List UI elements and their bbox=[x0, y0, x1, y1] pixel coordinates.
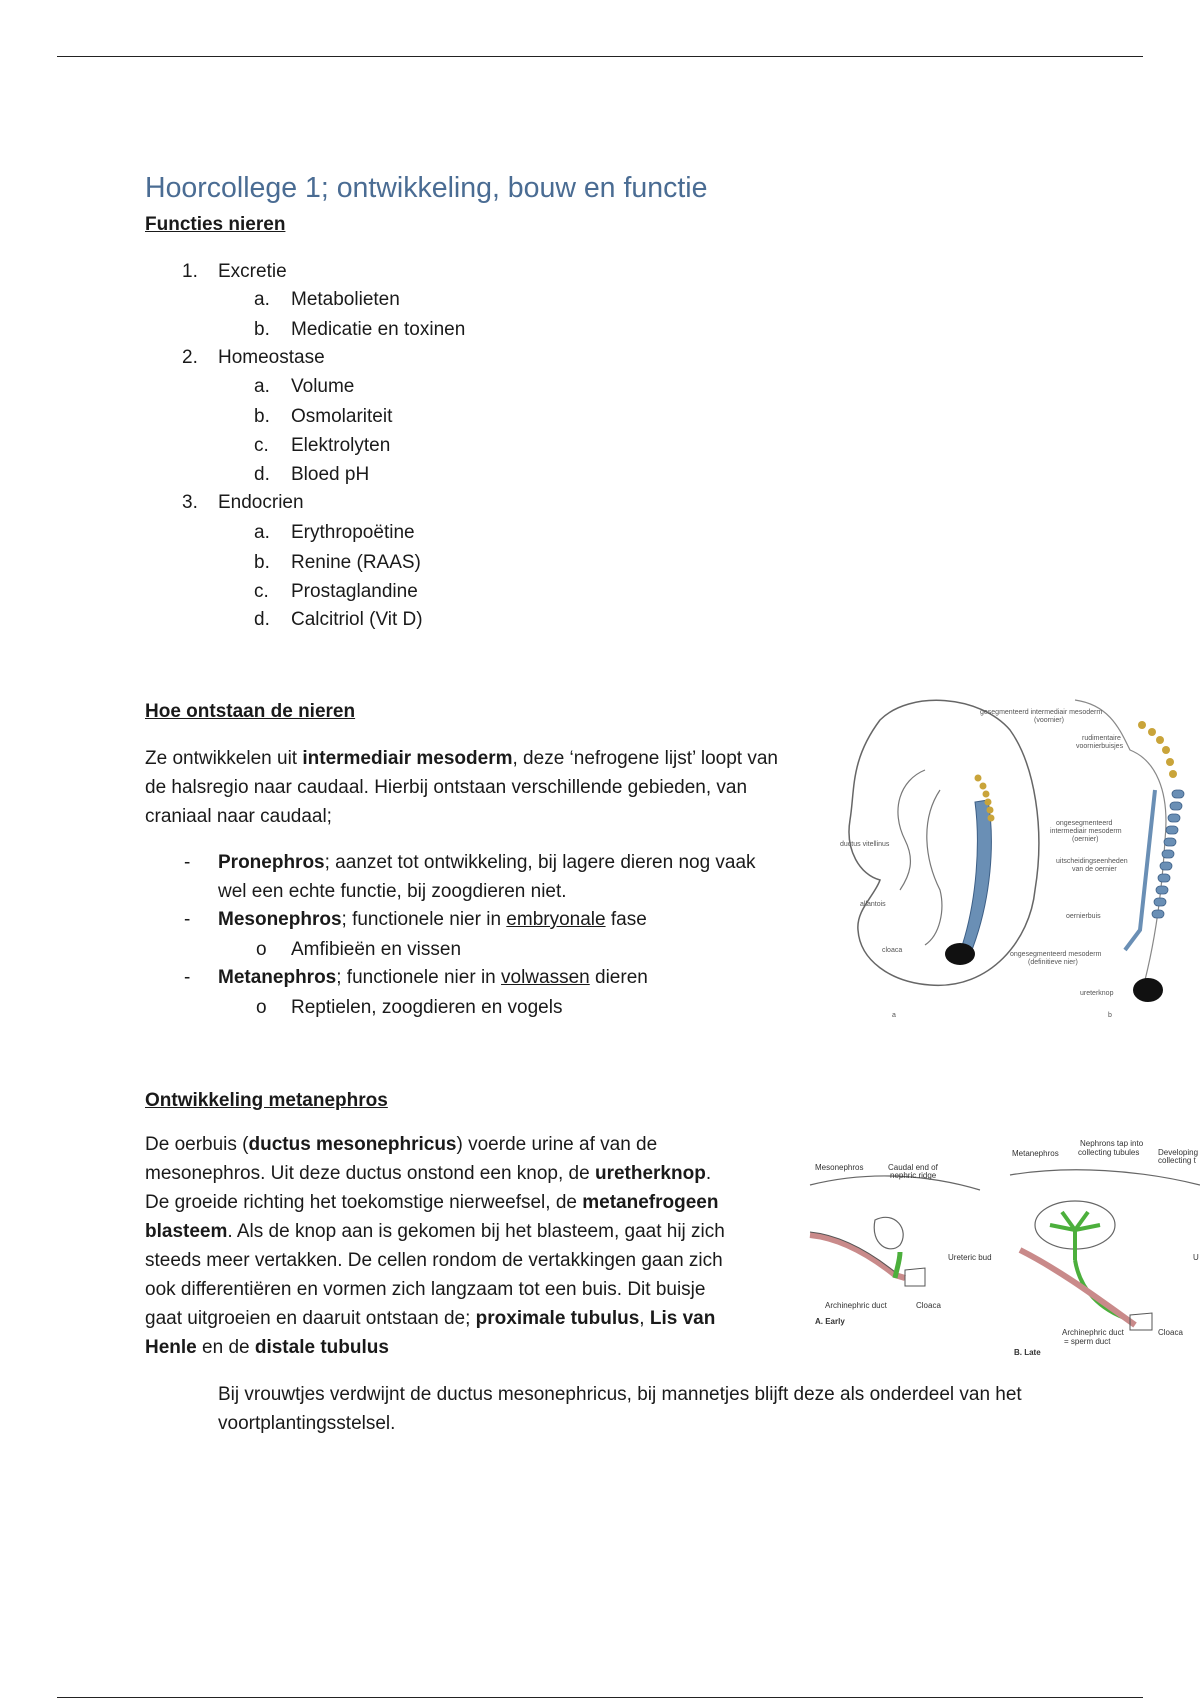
label-collecting: collecting tubules bbox=[1078, 1148, 1140, 1157]
paragraph-line bbox=[145, 1275, 805, 1304]
label-fig-a: a bbox=[892, 1012, 896, 1019]
list-letter: b. bbox=[254, 319, 270, 340]
label-oernier: (oernier) bbox=[1072, 836, 1099, 843]
panel-a-duct bbox=[810, 1235, 905, 1278]
label-ureterknop: ureterknop bbox=[1080, 990, 1114, 997]
list-subitem: Osmolariteit bbox=[291, 406, 393, 427]
underlined-term: volwassen bbox=[501, 967, 590, 988]
embryo-cloaca-black bbox=[945, 943, 975, 965]
list-item: Homeostase bbox=[218, 347, 325, 368]
bold-term: Pronephros bbox=[218, 852, 325, 873]
paragraph-line bbox=[145, 1333, 805, 1362]
paragraph-line bbox=[145, 1159, 805, 1188]
embryo-inner-curve bbox=[898, 770, 925, 890]
label-fig-b: b bbox=[1108, 1012, 1112, 1019]
panel-a-mesonephros bbox=[874, 1217, 903, 1249]
bold-term: Metanephros bbox=[218, 967, 337, 988]
underlined-term: embryonale bbox=[506, 909, 606, 930]
text: , deze ‘nefrogene lijst’ loopt van de halsregio naar caudaal. Hierbij ontstaan verschillende gebieden, van craniaal naar caudaal; bbox=[145, 748, 778, 827]
bottom-rule bbox=[57, 1697, 1143, 1698]
bold-term: Henle bbox=[145, 1337, 197, 1358]
label-intermed: intermediair mesoderm bbox=[1050, 828, 1122, 835]
label-ongesegm: ongesegmenteerd bbox=[1056, 820, 1113, 827]
page-title: Hoorcollege 1; ontwikkeling, bouw en functie bbox=[145, 172, 708, 204]
list-subitem: Renine (RAAS) bbox=[291, 552, 421, 573]
label-late: B. Late bbox=[1014, 1348, 1041, 1357]
label-developing: Developing bbox=[1158, 1148, 1199, 1157]
label-nephric: nephric ridge bbox=[890, 1171, 937, 1180]
list-subitem: Prostaglandine bbox=[291, 581, 418, 602]
label-mesonephros: Mesonephros bbox=[815, 1163, 864, 1172]
text: steeds meer vertakken. De cellen rondom de vertakkingen gaan zich bbox=[145, 1250, 723, 1271]
label-ongesegm2: ongesegmenteerd mesoderm bbox=[1010, 951, 1102, 958]
text: . bbox=[705, 1163, 712, 1184]
bullet-dash: - bbox=[184, 852, 191, 873]
label-vandeoernier: van de oernier bbox=[1072, 866, 1117, 873]
text: ; functionele nier in bbox=[341, 909, 507, 930]
bold-term: blasteem bbox=[145, 1221, 228, 1242]
label-archi: Archinephric duct bbox=[825, 1301, 887, 1310]
panel-b-duct bbox=[1020, 1250, 1135, 1325]
right-metanephros-black bbox=[1133, 978, 1163, 1002]
label-rudiment: rudimentaire bbox=[1082, 735, 1121, 742]
panel-a-cloaca bbox=[905, 1268, 925, 1286]
heading-metanephros: Ontwikkeling metanephros bbox=[145, 1090, 388, 1111]
label-caudal: Caudal end of bbox=[888, 1163, 938, 1172]
list-subitem: Metabolieten bbox=[291, 289, 400, 310]
bullet-text: wel een echte functie, bij zoogdieren niet. bbox=[218, 881, 567, 902]
bold-term: distale tubulus bbox=[254, 1337, 389, 1358]
text: ook differentiëren en vormen zich langzaam tot een buis. Dit buisje bbox=[145, 1279, 706, 1300]
bullet-dash: - bbox=[184, 909, 191, 930]
list-letter: d. bbox=[254, 464, 270, 485]
paragraph-line bbox=[145, 1217, 805, 1246]
paragraph-line bbox=[145, 1188, 805, 1217]
label-cloaca: cloaca bbox=[882, 947, 903, 954]
metanephros-paragraph bbox=[145, 1130, 805, 1362]
text: fase bbox=[605, 909, 647, 930]
list-letter: c. bbox=[254, 581, 269, 602]
text: De groeide richting het toekomstige nierweefsel, de bbox=[145, 1192, 583, 1213]
list-num: 1. bbox=[182, 261, 198, 282]
label-ureteric: Ureteric bud bbox=[948, 1253, 992, 1262]
text: gaat uitgroeien en daaruit ontstaan de; bbox=[145, 1308, 476, 1329]
list-letter: a. bbox=[254, 376, 270, 397]
bold-term: metanefrogeen bbox=[582, 1192, 719, 1213]
list-subitem: Elektrolyten bbox=[291, 435, 391, 456]
bold-term: intermediair mesoderm bbox=[302, 748, 513, 769]
label-oernierbuis: oernierbuis bbox=[1066, 913, 1101, 920]
list-num: 3. bbox=[182, 492, 198, 513]
label-gesegm: gesegmenteerd intermediair mesoderm bbox=[980, 709, 1103, 716]
list-num: 2. bbox=[182, 347, 198, 368]
embryo-kidney-figure bbox=[820, 690, 1200, 1020]
text: ; functionele nier in bbox=[336, 967, 502, 988]
bold-term: ductus mesonephricus bbox=[248, 1134, 457, 1155]
text: Ze ontwikkelen uit bbox=[145, 748, 303, 769]
bullet-subtext: Amfibieën en vissen bbox=[291, 939, 462, 960]
list-letter: c. bbox=[254, 435, 269, 456]
text: De oerbuis ( bbox=[145, 1134, 249, 1155]
text: en de bbox=[196, 1337, 255, 1358]
bold-term: Mesonephros bbox=[218, 909, 342, 930]
heading-ontstaan: Hoe ontstaan de nieren bbox=[145, 701, 356, 722]
right-blue-segments bbox=[1152, 790, 1184, 918]
text: , bbox=[639, 1308, 650, 1329]
paragraph-line bbox=[145, 1246, 805, 1275]
label-archi2: Archinephric duct bbox=[1062, 1328, 1124, 1337]
label-uitscheid: uitscheidingseenheden bbox=[1056, 858, 1128, 865]
bullet-text bbox=[218, 852, 756, 874]
metanephros-figure bbox=[800, 1130, 1200, 1360]
top-rule bbox=[57, 56, 1143, 57]
bullet-subtext: Reptielen, zoogdieren en vogels bbox=[291, 997, 563, 1018]
list-item: Endocrien bbox=[218, 492, 304, 513]
list-letter: b. bbox=[254, 552, 270, 573]
list-subitem: Calcitriol (Vit D) bbox=[291, 609, 423, 630]
metanephros-note: Bij vrouwtjes verdwijnt de ductus mesonephricus, bij mannetjes blijft deze als onderdeel van het voortplantingsstelsel. bbox=[218, 1384, 1022, 1434]
label-collecting2: collecting t bbox=[1158, 1156, 1196, 1165]
bullet-text bbox=[218, 909, 647, 931]
paragraph-line bbox=[145, 1130, 805, 1159]
bold-term: proximale tubulus bbox=[475, 1308, 640, 1329]
label-cloaca-a: Cloaca bbox=[916, 1301, 941, 1310]
label-sperm: = sperm duct bbox=[1064, 1337, 1111, 1346]
label-definitieve: (definitieve nier) bbox=[1028, 959, 1078, 966]
label-voornier: (voornier) bbox=[1034, 717, 1064, 724]
paragraph-line bbox=[145, 1304, 805, 1333]
bullet-text bbox=[218, 967, 648, 989]
embryo-nephric-blue bbox=[960, 800, 991, 955]
label-allantois: allantois bbox=[860, 901, 886, 908]
list-subitem: Volume bbox=[291, 376, 355, 397]
embryo-gut bbox=[925, 790, 942, 945]
label-nephrons: Nephrons tap into bbox=[1080, 1139, 1144, 1148]
text: mesonephros. Uit deze ductus onstond een knop, de bbox=[145, 1163, 595, 1184]
panel-b-branches bbox=[1050, 1212, 1130, 1320]
right-gold-segments bbox=[1138, 721, 1177, 778]
list-subitem: Erythropoëtine bbox=[291, 522, 415, 543]
bullet-o: o bbox=[256, 997, 267, 1018]
bullet-o: o bbox=[256, 939, 267, 960]
heading-functies: Functies nieren bbox=[145, 214, 286, 235]
ontstaan-paragraph bbox=[145, 744, 795, 831]
text: . Als de knop aan is gekomen bij het blasteem, gaat hij zich bbox=[227, 1221, 725, 1242]
text: ; aanzet tot ontwikkeling, bij lagere dieren nog vaak bbox=[324, 852, 756, 873]
list-item: Excretie bbox=[218, 261, 287, 282]
label-voornierbuis: voornierbuisjes bbox=[1076, 743, 1124, 750]
list-letter: b. bbox=[254, 406, 270, 427]
list-subitem: Bloed pH bbox=[291, 464, 370, 485]
bold-term: uretherknop bbox=[594, 1163, 706, 1184]
right-duct bbox=[1125, 790, 1155, 950]
bold-term: Lis van bbox=[649, 1308, 716, 1329]
panel-b-outline bbox=[1010, 1170, 1200, 1185]
label-ductus: ductus vitellinus bbox=[840, 841, 890, 848]
bullet-dash: - bbox=[184, 967, 191, 988]
label-metanephros: Metanephros bbox=[1012, 1149, 1059, 1158]
list-letter: d. bbox=[254, 609, 270, 630]
list-letter: a. bbox=[254, 522, 270, 543]
label-cloaca-b: Cloaca bbox=[1158, 1328, 1183, 1337]
text: ) voerde urine af van de bbox=[456, 1134, 658, 1155]
list-letter: a. bbox=[254, 289, 270, 310]
label-u: U bbox=[1193, 1253, 1199, 1262]
label-early: A. Early bbox=[815, 1317, 845, 1326]
list-subitem: Medicatie en toxinen bbox=[291, 319, 466, 340]
text: dieren bbox=[589, 967, 648, 988]
